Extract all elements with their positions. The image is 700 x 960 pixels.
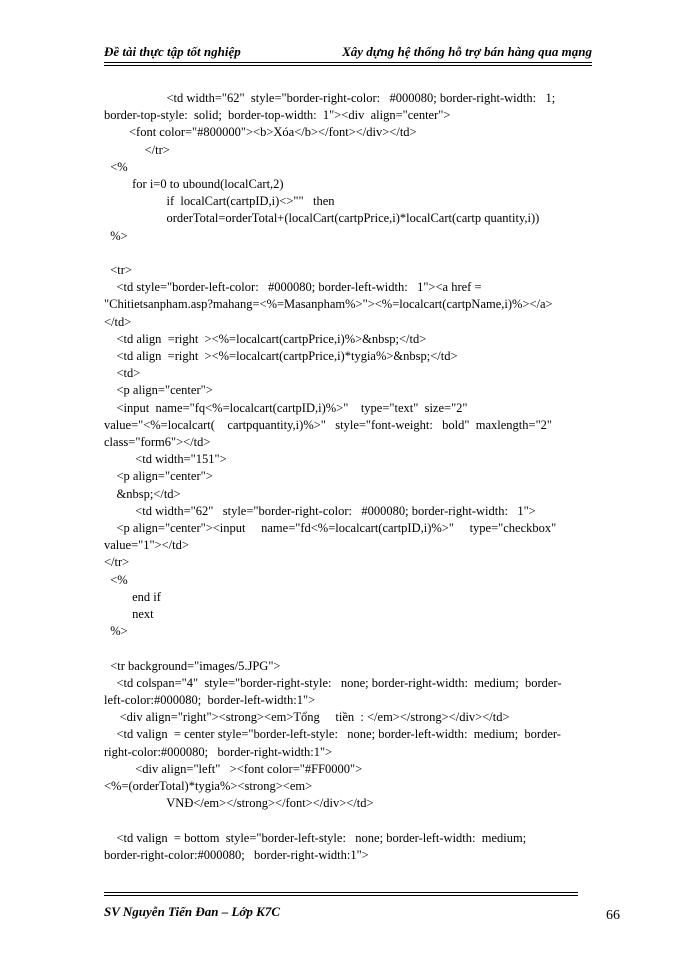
- code-line: class="form6"></td>: [104, 435, 211, 449]
- code-line: <td width="151">: [104, 452, 227, 467]
- code-line: <p align="center">: [104, 383, 213, 398]
- code-line: orderTotal=orderTotal+(localCart(cartpPrice,i)*localCart(cartp quantity,i)): [104, 211, 540, 226]
- code-line: <div align="right"><strong><em>Tổng tiền : </em></strong></div></td>: [104, 710, 510, 725]
- code-line: next: [104, 607, 154, 621]
- code-line: <%: [104, 572, 128, 587]
- code-line: </tr>: [104, 142, 170, 157]
- header-rule: [104, 62, 592, 66]
- header-project-title: Xây dựng hệ thống hỗ trợ bán hàng qua mạng: [342, 44, 592, 59]
- code-line: border-top-style: solid; border-top-width: 1"><div align="center">: [104, 108, 451, 123]
- code-line: border-right-color:#000080; border-right-width:1">: [104, 847, 369, 862]
- code-line: left-color:#000080; border-left-width:1">: [104, 693, 316, 707]
- code-line: <td valign = bottom style="border-left-style: none; border-left-width: medium;: [104, 830, 527, 845]
- code-line: <div align="left" ><font color="#FF0000">: [104, 761, 363, 776]
- code-line: %>: [104, 624, 128, 639]
- code-line: right-color:#000080; border-right-width:1">: [104, 744, 333, 759]
- code-line: for i=0 to ubound(localCart,2): [104, 177, 284, 191]
- code-line: "Chitietsanpham.asp?mahang=<%=Masanpham%>"><%=localcart(cartpName,i)%></a>: [104, 297, 553, 312]
- code-line: &nbsp;</td>: [104, 486, 181, 501]
- code-line: if localCart(cartpID,i)<>"" then: [104, 194, 335, 209]
- footer-student: SV Nguyễn Tiến Đan – Lớp K7C: [104, 904, 281, 919]
- code-line: </tr>: [104, 555, 130, 570]
- code-line: <tr background="images/5.JPG">: [104, 658, 281, 673]
- code-line: value="1"></td>: [104, 538, 189, 553]
- code-line: <font color="#800000"><b>Xóa</b></font></div></td>: [104, 125, 417, 140]
- code-line: <td align =right ><%=localcart(cartpPrice,i)*tygia%>&nbsp;</td>: [104, 349, 458, 363]
- header-thesis-title: Đề tài thực tập tốt nghiệp: [104, 44, 241, 59]
- code-line: <td align =right ><%=localcart(cartpPrice,i)%>&nbsp;</td>: [104, 331, 427, 346]
- code-line: <td colspan="4" style="border-right-style: none; border-right-width: medium; border-: [104, 675, 562, 690]
- code-line: value="<%=localcart( cartpquantity,i)%>" style="font-weight: bold" maxlength="2": [104, 417, 553, 432]
- code-line: </td>: [104, 314, 132, 329]
- code-line: VNĐ</em></strong></font></div></td>: [104, 796, 374, 811]
- page-number: 66: [606, 908, 620, 923]
- code-line: <%: [104, 159, 128, 174]
- code-line: <td style="border-left-color: #000080; border-left-width: 1"><a href =: [104, 280, 482, 295]
- code-line: <td width="62" style="border-right-color: #000080; border-right-width: 1">: [104, 503, 536, 518]
- code-line: %>: [104, 228, 128, 243]
- code-line: <p align="center">: [104, 469, 213, 484]
- code-line: <tr>: [104, 263, 132, 277]
- code-line: <input name="fq<%=localcart(cartpID,i)%>" type="text" size="2": [104, 400, 468, 415]
- code-line: <td width="62" style="border-right-color: #000080; border-right-width: 1;: [104, 91, 556, 105]
- code-line: <td valign = center style="border-left-style: none; border-left-width: medium; border-: [104, 727, 561, 742]
- code-line: <p align="center"><input name="fd<%=localcart(cartpID,i)%>" type="checkbox": [104, 521, 557, 535]
- code-line: end if: [104, 589, 161, 604]
- code-line: <%=(orderTotal)*tygia%><strong><em>: [104, 779, 313, 793]
- footer-rule: [104, 892, 578, 896]
- code-line: <td>: [104, 366, 141, 381]
